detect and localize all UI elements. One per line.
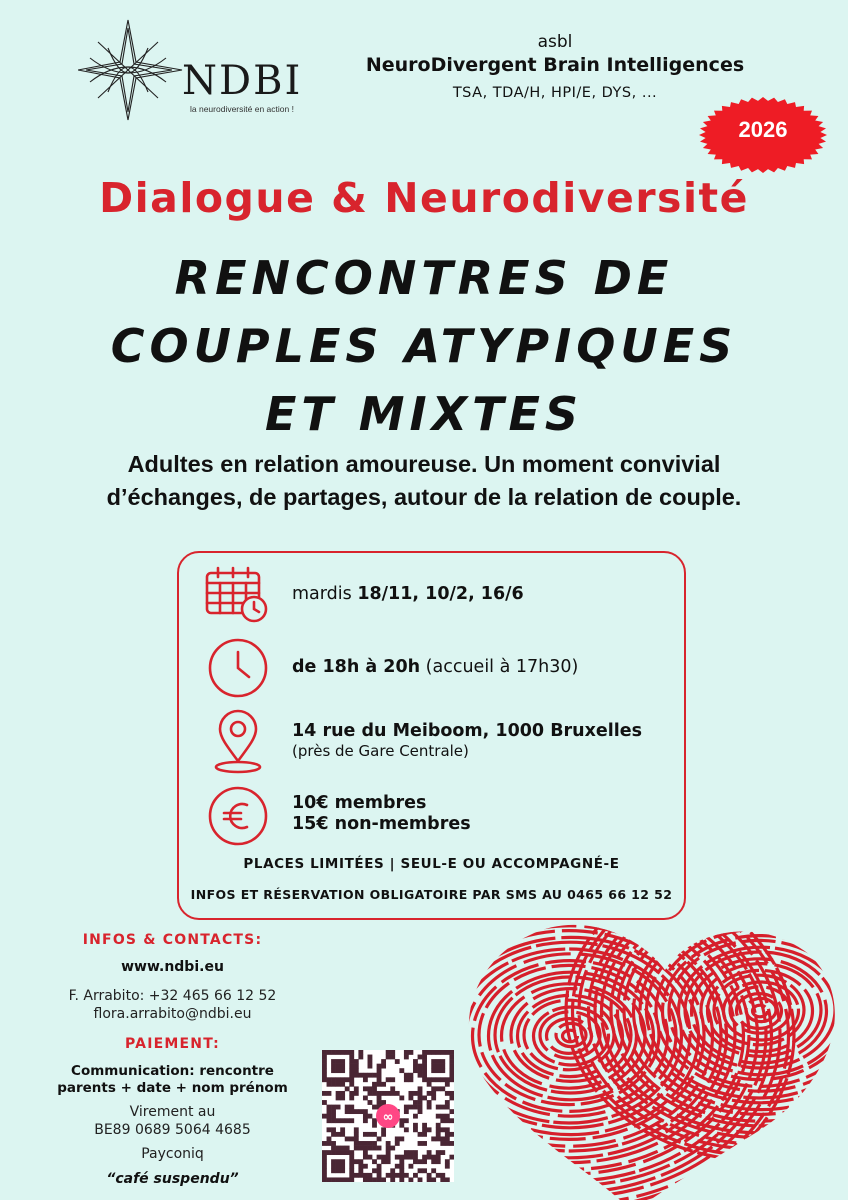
event-address <box>292 721 642 741</box>
event-description <box>20 448 828 514</box>
year-badge-text: 2026 <box>738 117 788 142</box>
event-title-line: RENCONTRES DE <box>174 251 674 305</box>
limited-places-note: PLACES LIMITÉES | SEUL-E OU ACCOMPAGNÉ-E <box>243 856 620 872</box>
event-details-box <box>177 551 686 920</box>
calendar-icon <box>204 565 272 625</box>
euro-icon <box>207 785 269 847</box>
location-pin-icon <box>212 709 264 775</box>
payconiq-label: Payconiq <box>141 1146 204 1162</box>
contact-phone[interactable]: F. Arrabito: +32 465 66 12 52 <box>68 988 277 1004</box>
time-note: (accueil à 17h30) <box>420 657 579 677</box>
booking-note: INFOS ET RÉSERVATION OBLIGATOIRE PAR SMS AU 0465 66 12 52 <box>190 887 673 902</box>
ndbi-logo <box>78 18 308 123</box>
clock-icon <box>207 637 269 699</box>
logo-tagline: la neurodiversité en action ! <box>190 104 294 114</box>
organization-name: NeuroDivergent Brain Intelligences <box>365 54 745 76</box>
price-members: 10€ membres <box>292 793 427 813</box>
event-series-title: Dialogue & Neurodiversité <box>99 174 749 222</box>
event-prices <box>292 793 471 835</box>
website-link[interactable]: www.ndbi.eu <box>121 959 224 975</box>
star-logo-icon <box>78 18 188 123</box>
dates-value: 18/11, 10/2, 16/6 <box>357 584 524 604</box>
event-title-line: COUPLES ATYPIQUES <box>110 319 738 373</box>
description-line: d’échanges, de partages, autour de la relation de couple. <box>106 484 742 510</box>
contacts-section <box>40 932 305 1187</box>
iban-number: BE89 0689 5064 4685 <box>94 1122 251 1138</box>
communication-line: Communication: rencontre <box>71 1063 274 1079</box>
payment-heading: PAIEMENT: <box>125 1036 220 1052</box>
svg-text:∞: ∞ <box>382 1110 394 1125</box>
event-time <box>292 657 578 677</box>
description-line: Adultes en relation amoureuse. Un moment convivial <box>127 451 721 477</box>
asbl-label: asbl <box>537 32 573 52</box>
payconiq-qr-code[interactable] <box>322 1050 454 1182</box>
logo-wordmark: NDBI <box>182 58 303 104</box>
suspended-cafe-label: “café suspendu” <box>106 1171 239 1187</box>
organization-subtitle: TSA, TDA/H, HPI/E, DYS, ... <box>452 85 658 101</box>
event-dates <box>292 584 524 604</box>
price-non-members: 15€ non-membres <box>292 814 471 834</box>
fingerprint-heart-image <box>460 915 848 1200</box>
dates-prefix: mardis <box>292 584 358 604</box>
event-title-line: ET MIXTES <box>264 387 584 441</box>
contacts-heading: INFOS & CONTACTS: <box>82 932 263 948</box>
transfer-label: Virement au <box>129 1104 216 1120</box>
address-note: (près de Gare Centrale) <box>292 742 469 760</box>
address-value: 14 rue du Meiboom, 1000 Bruxelles <box>292 721 643 741</box>
event-title <box>0 244 848 448</box>
organization-header <box>330 32 780 101</box>
payment-communication <box>40 1063 305 1097</box>
contact-email[interactable]: flora.arrabito@ndbi.eu <box>93 1006 252 1022</box>
communication-line: parents + date + nom prénom <box>57 1080 288 1096</box>
time-value: de 18h à 20h <box>292 657 421 677</box>
year-badge <box>696 95 830 175</box>
